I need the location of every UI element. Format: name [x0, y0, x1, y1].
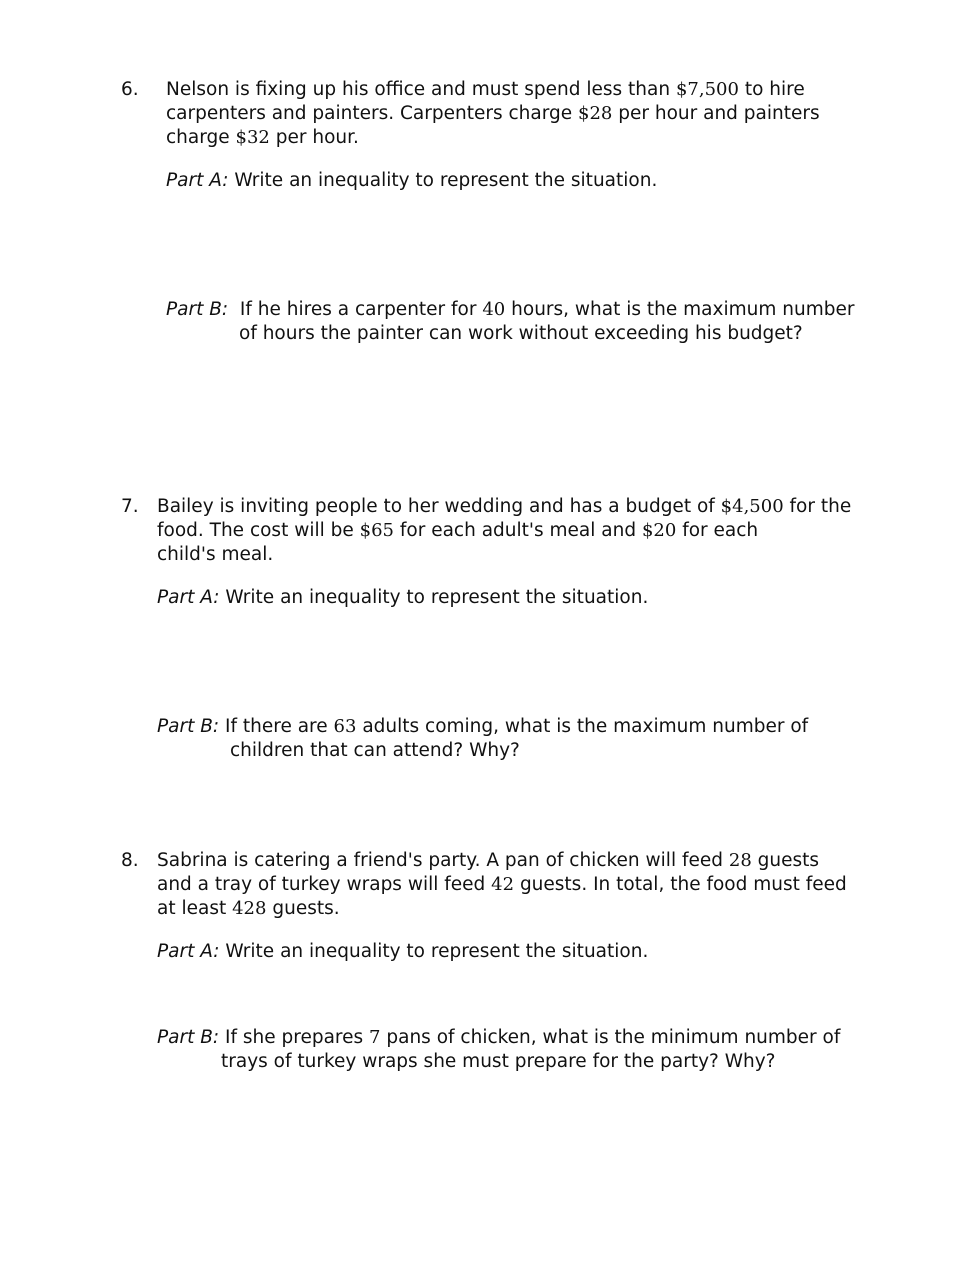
part-b-label: Part B: [157, 716, 220, 737]
part-b-continuation: children that can attend? Why? [230, 740, 520, 761]
problem-number: 8. [121, 850, 139, 871]
part-b-label: Part B: [157, 1027, 220, 1048]
part-a-text: Write an inequality to represent the situation. [219, 941, 649, 962]
problem-number: 7. [121, 496, 139, 517]
part-b: Part B: If there are 63 adults coming, what is the maximum number of children that can attend? Why? [157, 716, 809, 761]
part-a [157, 940, 648, 964]
part-a-text: Write an inequality to represent the situation. [219, 587, 649, 608]
part-a-text: Write an inequality to represent the situation. [228, 170, 658, 191]
problem-stem: Nelson is fixing up his office and must spend less than $7,500 to hire carpenters and painters. Carpenters charge $28 per hour and painters charge $32 per hour. [166, 79, 820, 148]
part-a-label: Part A: [157, 941, 220, 962]
part-a-label: Part A: [166, 170, 229, 191]
part-b: Part B: If she prepares 7 pans of chicken, what is the minimum number of trays of turkey wraps she must prepare for the party? Why? [157, 1027, 841, 1072]
part-a [166, 169, 657, 193]
problem-number: 6. [121, 79, 139, 100]
part-b: Part B: If he hires a carpenter for 40 hours, what is the maximum number of hours the painter can work without exceeding his budget? [166, 299, 855, 344]
part-b-label: Part B: [166, 299, 229, 320]
part-a [157, 586, 648, 610]
part-a-label: Part A: [157, 587, 220, 608]
problem-stem: Sabrina is catering a friend's party. A pan of chicken will feed 28 guests and a tray of turkey wraps will feed 42 guests. In total, the food must feed at least 428 guests. [157, 850, 847, 919]
part-b-continuation: of hours the painter can work without exceeding his budget? [239, 323, 803, 344]
part-b-continuation: trays of turkey wraps she must prepare for the party? Why? [221, 1051, 776, 1072]
problem-stem: Bailey is inviting people to her wedding and has a budget of $4,500 for the food. The cost will be $65 for each adult's meal and $20 for each child's meal. [157, 496, 852, 565]
